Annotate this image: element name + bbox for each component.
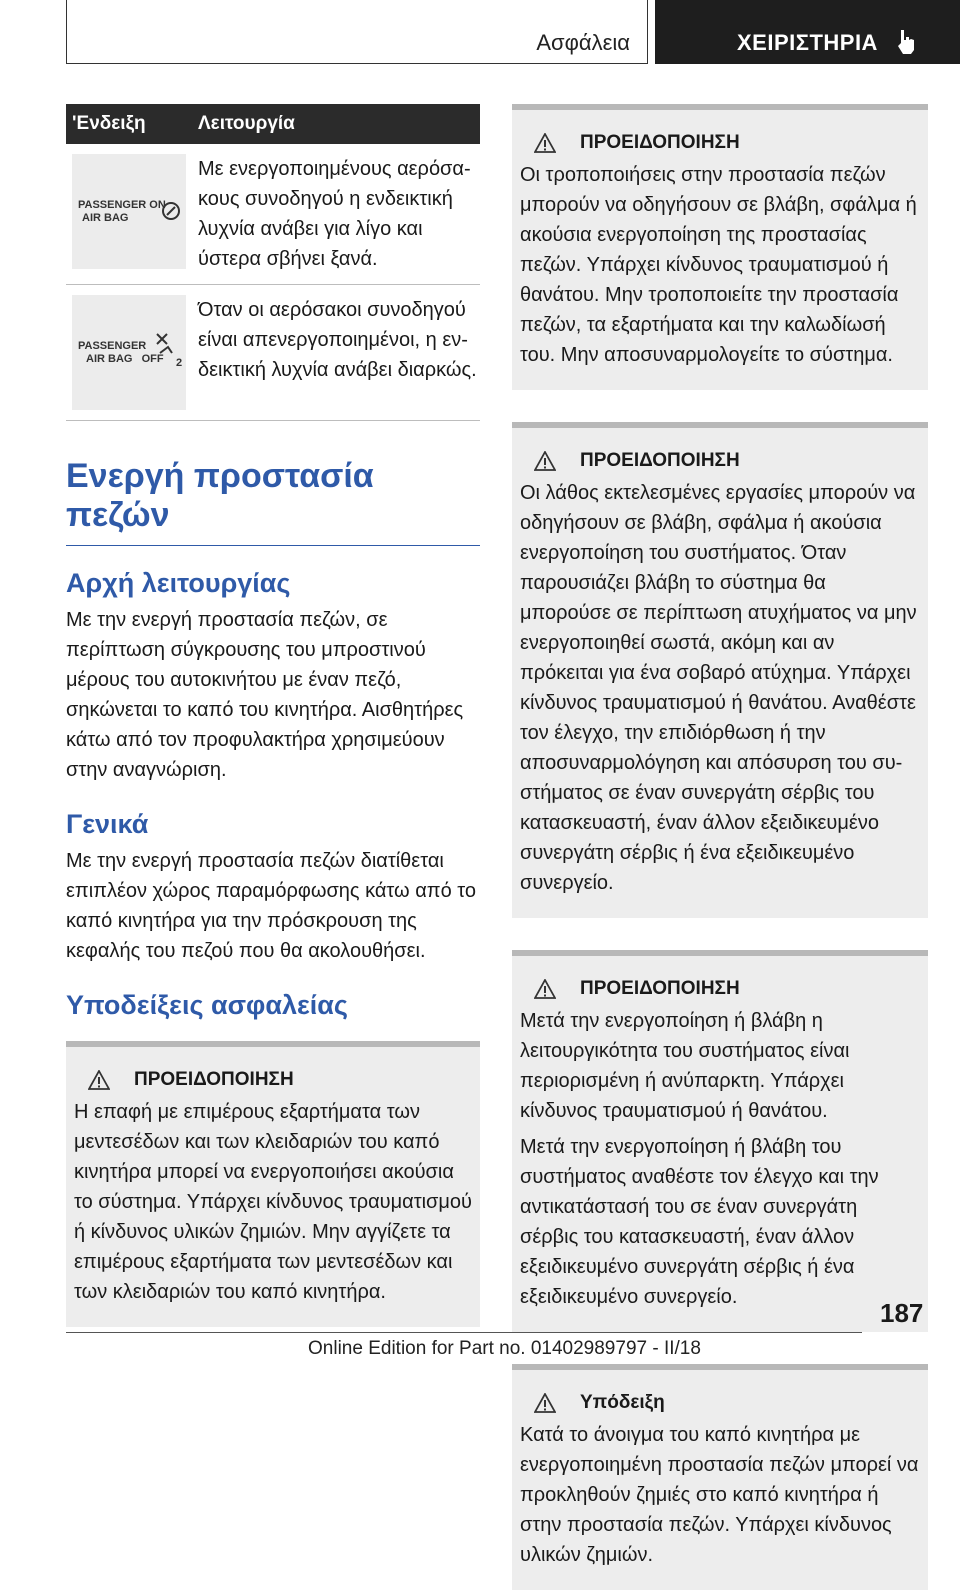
airbag-off-icon [154,331,178,361]
warning-box [512,950,928,1332]
pointing-hand-icon [895,28,919,54]
subsection-title-principle: Αρχή λειτουργίας [66,568,291,598]
indicator-table-header [66,104,480,144]
table-cell-function: Όταν οι αερόσακοι συνοδηγού είναι απενεργοποιημένοι, η ενδεικτική λυχνία ανάβει διαρκώς. [198,299,477,381]
principle-text: Με την ενεργή προστασία πεζών, σε περίπτωση σύγκρουσης του μπροστινού μέρους του αυτοκινήτου με έναν πεζό, σηκώνεται το καπό του κινητήρα. Αισθητήρες κάτω από τον προφυλακτήρα χρησιμεύουν στην αναγνώριση. [66,609,464,781]
seat-airbag-icon [160,200,182,222]
warning-text: Οι λάθος εκτελεσμένες εργασίες μπορούν να οδηγήσουν σε βλάβη, σφάλμα ή ακούσια ενεργοποίηση του συστήματος. Όταν παρουσιάζει βλάβη το σύστημα θα μπορούσε σε περίπτωση ατυχήματος να μην ενεργοποιηθεί σωστά, ακόμη και αν πρόκειται για ένα σοβαρό ατύχημα. Υπάρχει κίνδυνος τραυματισμού ή θανάτου. Αναθέστε τον έλεγχο, την επιδιόρθωση ή την αποσυναρμολόγηση και απόσυρση του συστήματος σε έναν συνεργάτη σέρβις του κατασκευαστή, έναν άλλον εξειδικευμένο συνεργάτη σέρβις ή ένα εξειδικευμένο συνεργείο. [520,482,917,894]
footer-divider [66,1332,862,1333]
warning-triangle-icon [534,979,556,999]
warning-triangle-icon [88,1070,110,1090]
right-column [512,104,928,1590]
header-chapter [655,0,960,64]
warning-title: ΠΡΟΕΙΔΟΠΟΙΗΣΗ [580,132,740,153]
note-triangle-icon [534,1393,556,1413]
warning-text: Μετά την ενεργοποίηση ή βλάβη η λειτουργικότητα του συστήματος είναι περιορισμένη ή ανύπαρκτη. Υπάρχει κίνδυνος τραυματισμού ή θανάτου. [520,1010,850,1122]
table-cell-function: Με ενεργοποιημένους αερόσακους συνοδηγού η ενδεικτική λυχνία ανάβει για λίγο και ύστερα σβήνει ξανά. [198,158,471,270]
warning-box [512,104,928,390]
warning-box [512,422,928,918]
passenger-airbag-off-indicator: PASSENGER AIR BAG OFF 2 [72,295,186,410]
warning-text: Η επαφή με επιμέρους εξαρτήματα των μεντεσέδων και των κλειδαριών του καπό κινητήρα μπορεί να ενεργοποιήσει ακούσια το σύστημα. Υπάρχει κίνδυνος τραυματισμού ή κίνδυνος υλικών ζημιών. Μην αγγίζετε τα επιμέρους εξαρτήματα των μεντεσέδων και των κλειδαριών του καπό κινητήρα. [74,1101,472,1303]
warning-title: ΠΡΟΕΙΔΟΠΟΙΗΣΗ [580,450,740,471]
table-header-function: Λειτουργία [198,113,295,134]
left-column [66,104,480,1327]
header-section-title: Ασφάλεια [536,30,630,55]
passenger-airbag-on-indicator: PASSENGER ON AIR BAG [72,154,186,269]
table-row [66,285,480,421]
warning-triangle-icon [534,133,556,153]
note-text: Κατά το άνοιγμα του καπό κινητήρα με ενεργοποιημένη προστασία πεζών μπορεί να προκληθούν ζημιές στο καπό κινητήρα ή στην προστασία πεζών. Υπάρχει κίνδυνος υλικών ζημιών. [520,1424,919,1566]
warning-text: Οι τροποποιήσεις στην προστασία πεζών μπορούν να οδηγήσουν σε βλάβη, σφάλμα ή ακούσια ενεργοποίηση της προστασίας πεζών. Υπάρχει κίνδυνος τραυματισμού ή θανάτου. Μην τροποποιείτε την προστασία πεζών, τα εξαρτήματα και την καλωδίωσή του. Μην αποσυναρμολογείτε το σύστημα. [520,164,917,366]
warning-triangle-icon [534,451,556,471]
general-text: Με την ενεργή προστασία πεζών διατίθεται επιπλέον χώρος παραμόρφωσης κάτω από το καπό κινητήρα για την πρόσκρουση της κεφαλής του πεζού που θα ακολουθήσει. [66,850,476,962]
section-title: Ενεργή προστασία πεζών [66,457,480,546]
footer-edition: Online Edition for Part no. 01402989797 - II/18 [308,1338,701,1359]
header-chapter-title: ΧΕΙΡΙΣΤΗΡΙΑ [737,30,878,55]
note-title: Υπόδειξη [580,1392,665,1413]
warning-title: ΠΡΟΕΙΔΟΠΟΙΗΣΗ [580,978,740,999]
subsection-title-safety: Υποδείξεις ασφαλείας [66,990,348,1020]
warning-text: Μετά την ενεργοποίηση ή βλάβη του συστήματος αναθέστε τον έλεγχο και την αντικατάστασή του σε έναν συνεργάτη σέρβις του κατασκευαστή, έναν άλλον εξειδικευμένο συνεργάτη σέρβις ή ένα εξειδικευμένο συνεργείο. [520,1136,879,1308]
page-number: 187 [880,1298,924,1328]
indicator-subscript: 2 [176,357,183,369]
table-header-indicator: 'Ενδειξη [72,113,146,134]
note-box [512,1364,928,1590]
table-row [66,144,480,285]
warning-box [66,1041,480,1327]
warning-title: ΠΡΟΕΙΔΟΠΟΙΗΣΗ [134,1069,294,1090]
subsection-title-general: Γενικά [66,809,149,839]
